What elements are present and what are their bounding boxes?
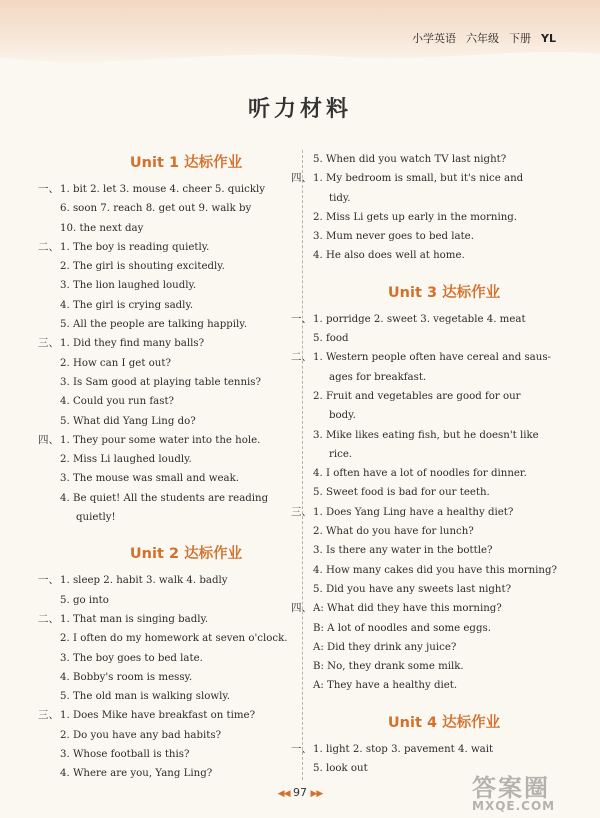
section-number: 四、 [291,602,312,615]
text-line: 1. Western people often have cereal and saus- [313,352,551,364]
section-number: 二、 [38,612,59,625]
text-line: 5. All the people are talking happily. [60,319,247,331]
section-number: 二、 [38,240,59,253]
text-line: 2. How can I get out? [60,357,171,369]
next-arrows-icon: ▶▶ [310,789,323,799]
text-line: 4. Be quiet! All the students are reading [60,492,269,504]
text-line: 3. Mike likes eating fish, but he doesn't like [313,429,539,441]
text-line: B: No, they drank some milk. [313,661,464,673]
section-number: 三、 [38,709,59,722]
unit2-section-1 [38,571,312,610]
text-line: 4. I often have a lot of noodles for dinner. [313,468,527,480]
text-line: rice. [329,448,353,460]
text-line: 5. food [313,333,349,345]
watermark [472,768,592,813]
text-line: 3. Whose football is this? [60,749,190,761]
text-line: 1. Does Mike have breakfast on time? [60,710,256,722]
text-line: 1. My bedroom is small, but it's nice and [313,173,524,185]
text-line: 1. They pour some water into the hole. [60,434,261,446]
right-column [291,150,575,778]
text-line: 1. sleep 2. habit 3. walk 4. badly [60,575,228,587]
header-volume: 下册 [509,32,532,45]
watermark-bottom: MXQE.COM [472,799,556,813]
text-line: 2. I often do my homework at seven o'clock. [60,633,288,645]
text-line: 1. porridge 2. sweet 3. vegetable 4. meat [313,313,526,325]
section-number: 一、 [291,312,312,325]
prev-arrows-icon: ◀◀ [277,789,290,799]
text-line: 4. He also does well at home. [313,250,465,262]
text-line: 3. Mum never goes to bed late. [313,231,474,243]
text-line: 1. bit 2. let 3. mouse 4. cheer 5. quickly [60,184,266,195]
section-number: 一、 [38,574,59,587]
text-line: 5. When did you watch TV last night? [313,154,507,165]
text-line: 4. Could you run fast? [60,396,175,408]
unit3-section-1 [291,310,575,349]
unit4-heading: Unit 4 达标作业 [387,714,501,731]
section-number: 二、 [291,351,312,364]
text-line: 2. Do you have any bad habits? [60,729,222,741]
unit3-section-3 [291,503,575,599]
text-line: 2. Fruit and vegetables are good for our [313,390,521,402]
text-line: 1. The boy is reading quietly. [60,241,210,253]
text-line: 3. The lion laughed loudly. [60,280,197,292]
text-line: 5. Sweet food is bad for our teeth. [313,487,490,499]
text-line: 6. soon 7. reach 8. get out 9. walk by [60,203,252,215]
text-line: A: What did they have this morning? [313,603,502,615]
section-number: 三、 [291,505,312,518]
text-line: 5. Did you have any sweets last night? [313,583,512,595]
text-line: 3. The mouse was small and weak. [60,473,240,485]
header-edition: YL [541,31,556,45]
text-line: body. [329,410,356,422]
text-line: A: They have a healthy diet. [313,680,458,692]
unit1-section-2 [38,238,312,334]
text-line: tidy. [329,192,351,204]
unit2-section-3 [38,706,312,783]
running-header [412,30,556,46]
text-line: 4. Bobby's room is messy. [60,671,193,683]
text-line: 3. Is Sam good at playing table tennis? [60,376,261,388]
text-line: 5. The old man is walking slowly. [60,691,231,703]
page-title: 听力材料 [247,97,352,122]
text-line: 1. light 2. stop 3. pavement 4. wait [313,743,494,755]
text-line: 3. Is there any water in the bottle? [313,545,493,557]
text-line: 4. How many cakes did you have this morning? [313,564,557,576]
unit2-heading: Unit 2 达标作业 [129,546,243,563]
text-line: B: A lot of noodles and some eggs. [313,622,491,634]
text-line: 1. Does Yang Ling have a healthy diet? [313,506,514,518]
text-line: 4. The girl is crying sadly. [60,299,194,311]
section-number: 一、 [291,742,312,755]
unit2-section-2 [38,610,312,706]
text-line: ages for breakfast. [329,371,427,383]
text-line: 5. go into [60,594,109,606]
text-line: 2. Miss Li gets up early in the morning. [313,211,518,223]
section-number: 一、 [38,183,59,195]
section-number: 三、 [38,337,59,350]
text-line: 4. Where are you, Yang Ling? [60,768,213,780]
header-grade: 六年级 [466,32,500,45]
text-line: 1. Did they find many balls? [60,338,205,350]
section-number: 四、 [38,433,59,446]
unit1-section-1 [38,180,312,238]
unit3-section-4 [291,599,575,695]
text-line: 2. The girl is shouting excitedly. [60,261,225,273]
header-subject: 小学英语 [412,32,457,45]
unit3-heading: Unit 3 达标作业 [387,284,501,301]
watermark-top: 答案圈 [472,774,550,802]
unit1-section-4 [38,431,312,527]
unit1-section-3 [38,334,312,430]
text-line: A: Did they drink any juice? [313,641,457,653]
text-line: 5. look out [313,763,368,775]
text-line: 1. That man is singing badly. [60,613,209,625]
header-wave [0,40,600,80]
unit1-heading: Unit 1 达标作业 [129,155,243,171]
left-column [38,150,312,784]
page-number: 97 [293,786,307,799]
unit3-section-2 [291,348,575,502]
text-line: 10. the next day [60,222,144,234]
text-line: 2. What do you have for lunch? [313,526,474,538]
section-number: 四、 [291,172,312,185]
unit2-continued [291,150,575,266]
text-line: 5. What did Yang Ling do? [60,415,196,427]
text-line: 3. The boy goes to bed late. [60,652,203,664]
text-line: 2. Miss Li laughed loudly. [60,454,192,466]
text-line: quietly! [76,512,116,524]
